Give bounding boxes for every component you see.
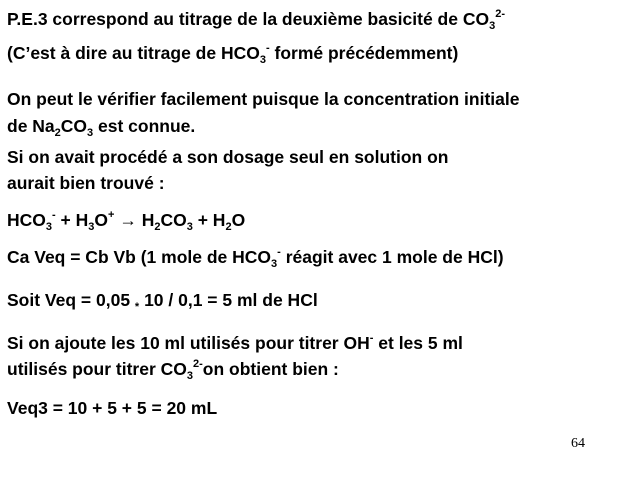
text-segment: Si on avait procédé a son dosage seul en solution on xyxy=(7,147,449,167)
text-segment: O xyxy=(94,210,109,230)
subscript: 3 xyxy=(186,370,194,382)
text-line-1 xyxy=(7,8,505,30)
text-segment: HCO xyxy=(7,210,46,230)
subscript: 3 xyxy=(87,127,94,139)
page-number: 64 xyxy=(571,436,585,451)
text-segment: aurait bien trouvé : xyxy=(7,173,165,193)
text-segment: et les 5 ml xyxy=(373,333,463,353)
text-segment: de Na xyxy=(7,116,55,136)
text-segment: + H xyxy=(55,210,89,230)
text-segment: Si on ajoute les 10 ml utilisés pour titrer OH xyxy=(7,333,370,353)
superscript: + xyxy=(108,209,115,221)
text-segment: On peut le vérifier facilement puisque la concentration initiale xyxy=(7,89,520,109)
subscript: 3 xyxy=(88,221,95,233)
subscript: 3 xyxy=(45,221,53,233)
text-line-3 xyxy=(7,88,519,110)
text-segment: est connue. xyxy=(93,116,196,136)
text-line-11 xyxy=(7,358,339,380)
subscript: 2 xyxy=(225,221,232,233)
text-segment: réagit avec 1 mole de HCl) xyxy=(280,247,504,267)
text-line-5 xyxy=(7,146,448,168)
text-segment: (C’est à dire au titrage de HCO xyxy=(7,43,260,63)
subscript: 2 xyxy=(154,221,161,233)
superscript: - xyxy=(265,42,270,54)
text-segment: Soit Veq = 0,05 xyxy=(7,290,135,310)
text-line-8 xyxy=(7,246,504,268)
text-segment: utilisés pour titrer CO xyxy=(7,359,187,379)
subscript: 3 xyxy=(271,258,278,270)
text-segment: 10 / 0,1 = 5 ml de HCl xyxy=(139,290,318,310)
superscript: - xyxy=(277,246,281,258)
calculation-line xyxy=(7,289,318,311)
text-segment: on obtient bien : xyxy=(202,359,339,379)
text-segment: P.E.3 correspond au titrage de la deuxième basicité de CO xyxy=(7,9,490,29)
text-line-4 xyxy=(7,115,195,137)
superscript: - xyxy=(52,209,56,221)
text-line-2 xyxy=(7,42,458,64)
superscript: 2- xyxy=(495,8,505,20)
subscript: 2 xyxy=(54,127,61,139)
text-segment: → H xyxy=(114,210,155,230)
text-segment: O xyxy=(231,210,246,230)
subscript: 3 xyxy=(489,20,496,32)
subscript: 3 xyxy=(186,221,193,233)
text-segment: formé précédemment) xyxy=(269,43,459,63)
superscript: - xyxy=(369,332,374,344)
text-segment: + H xyxy=(192,210,226,230)
text-segment: Veq3 = 10 + 5 + 5 = 20 mL xyxy=(7,398,218,418)
result-line xyxy=(7,397,217,419)
subscript: 3 xyxy=(259,54,266,66)
text-segment: CO xyxy=(160,210,187,230)
equation-line xyxy=(7,209,245,231)
text-segment: Ca Veq = Cb Vb (1 mole de HCO xyxy=(7,247,272,267)
text-segment: CO xyxy=(60,116,88,136)
subscript: * xyxy=(134,301,140,313)
text-line-10 xyxy=(7,332,463,354)
text-line-6 xyxy=(7,172,165,194)
superscript: 2- xyxy=(193,358,203,370)
